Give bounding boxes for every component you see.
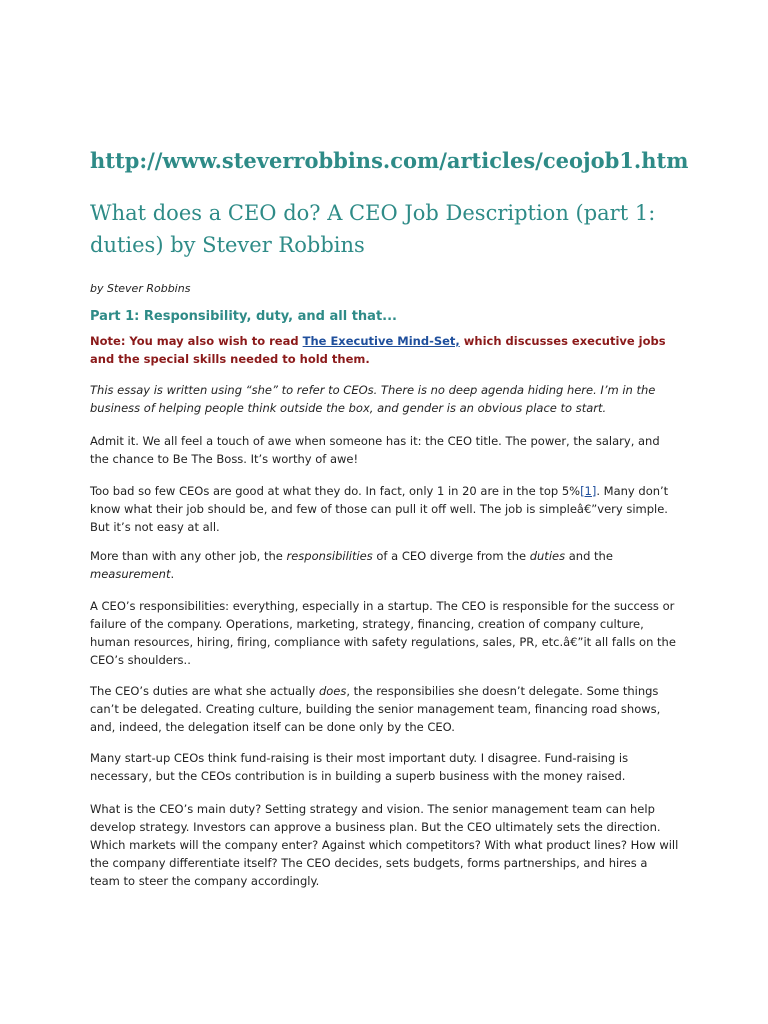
p4-em-duties: duties xyxy=(529,549,566,563)
byline: by Stever Robbins xyxy=(90,282,191,295)
part-heading: Part 1: Responsibility, duty, and all that... xyxy=(90,309,397,324)
source-url: http://www.steverrobbins.com/articles/ceojob1.htm xyxy=(90,148,689,173)
paragraph-duties xyxy=(90,682,680,736)
p4-text-b: of a CEO diverge from the xyxy=(372,549,530,563)
paragraph-gender-note: This essay is written using “she” to refer to CEOs. There is no deep agenda hiding here. I’m in the business of helping people think outside the box, and gender is an obvious place to start. xyxy=(90,383,656,415)
paragraph-main-duty: What is the CEO’s main duty? Setting strategy and vision. The senior management team can help develop strategy. Investors can approve a business plan. But the CEO ultimately sets the direction. Which markets will the company enter? Against which competitors? With what product lines? How will the company differentiate itself? The CEO decides, sets budgets, forms partnerships, and hires a team to steer the company accordingly. xyxy=(90,802,679,888)
p6-text-a: The CEO’s duties are what she actually xyxy=(90,684,319,698)
p4-em-measurement: measurement xyxy=(90,567,171,581)
paragraph-too-bad xyxy=(90,482,680,536)
note-paragraph xyxy=(90,332,680,368)
p4-text-a: More than with any other job, the xyxy=(90,549,287,563)
paragraph-responsibilities: A CEO’s responsibilities: everything, especially in a startup. The CEO is responsible for the success or failure of the company. Operations, marketing, strategy, financing, creation of company culture, human resources, hiring, firing, compliance with safety regulations, sales, PR, etc.â€”it all falls on the CEO’s shoulders.. xyxy=(90,599,676,667)
p4-text-c: and the xyxy=(565,549,613,563)
p4-em-responsibilities: responsibilities xyxy=(286,549,373,563)
p3-text-b: . Many don’t know what their job should be, and few of those can pull it off well. The job is simpleâ€”very simple. But it’s not easy at all. xyxy=(90,484,669,534)
p4-text-d: . xyxy=(170,567,175,581)
p3-text-a: Too bad so few CEOs are good at what they do. In fact, only 1 in 20 are in the top 5% xyxy=(90,484,581,498)
note-suffix: which discusses executive jobs and the special skills needed to hold them. xyxy=(90,334,666,366)
paragraph-admit-it: Admit it. We all feel a touch of awe when someone has it: the CEO title. The power, the salary, and the chance to Be The Boss. It’s worthy of awe! xyxy=(90,434,660,466)
p6-em-does: does xyxy=(318,684,347,698)
note-prefix: Note: You may also wish to read xyxy=(90,334,303,348)
p6-text-b: , the responsibilies she doesn’t delegate. Some things can’t be delegated. Creating culture, building the senior management team, financing road shows, and, indeed, the delegation itself can be done only by the CEO. xyxy=(90,684,661,734)
page-title: What does a CEO do? A CEO Job Description (part 1: duties) by Stever Robbins xyxy=(90,201,656,257)
executive-mindset-link[interactable]: The Executive Mind-Set, xyxy=(302,334,460,348)
footnote-link-1[interactable]: [1] xyxy=(580,484,597,498)
paragraph-fund-raising: Many start-up CEOs think fund-raising is their most important duty. I disagree. Fund-raising is necessary, but the CEOs contribution is in building a superb business with the money raised. xyxy=(90,751,629,783)
paragraph-more-than xyxy=(90,547,680,583)
